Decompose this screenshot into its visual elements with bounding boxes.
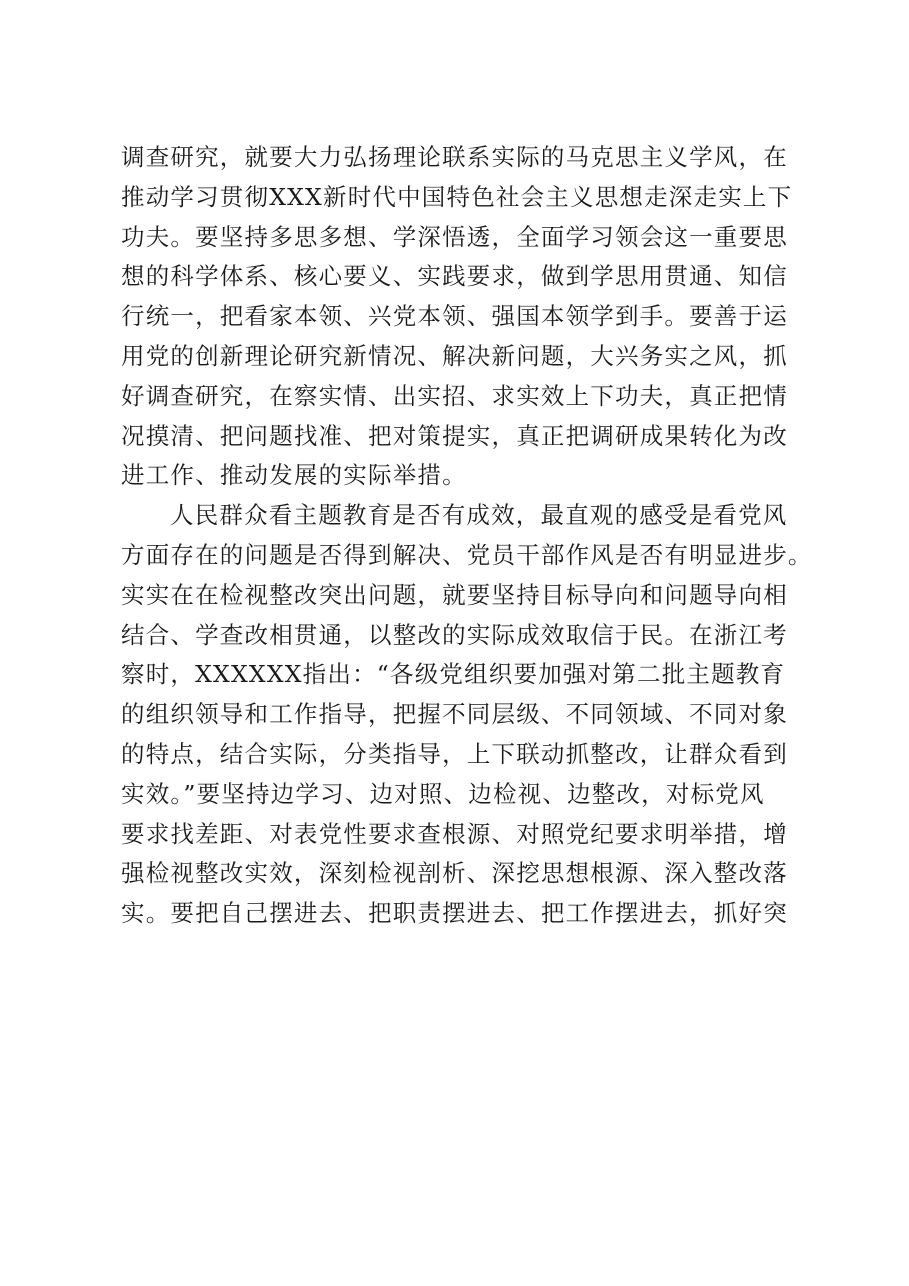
paragraph-2-line-7: 的特点，结合实际，分类指导，上下联动抓整改，让群众看到 [121,739,788,768]
paragraph-1-line-8: 况摸清、把问题找准、把对策提实，真正把调研成果转化为改 [121,421,788,450]
paragraph-1-line-2: 推动学习贯彻XXX新时代中国特色社会主义思想走深走实上下 [121,182,793,211]
paragraph-2-line-5: 察时，XXXXXX指出：“各级党组织要加强对第二批主题教育 [121,660,786,689]
paragraph-2-line-1: 人民群众看主题教育是否有成效，最直观的感受是看党风 [170,501,788,530]
paragraph-1-line-5: 行统一，把看家本领、兴党本领、强国本领学到手。要善于运 [121,302,788,331]
paragraph-2-line-2: 方面存在的问题是否得到解决、党员干部作风是否有明显进步。 [121,540,813,569]
paragraph-1-line-3: 功夫。要坚持多思多想、学深悟透，全面学习领会这一重要思 [121,222,788,251]
paragraph-2-line-10: 强检视整改实效，深刻检视剖析、深挖思想根源、深入整改落 [121,859,788,888]
document-body [121,138,813,934]
paragraph-2-line-6: 的组织领导和工作指导，把握不同层级、不同领域、不同对象 [121,700,788,729]
paragraph-1-line-9: 进工作、推动发展的实际举措。 [121,461,467,490]
paragraph-1-line-7: 好调查研究，在察实情、出实招、求实效上下功夫，真正把情 [121,381,788,410]
paragraph-2-line-8: 实效。”要坚持边学习、边对照、边检视、边整改，对标党风 [121,779,765,808]
paragraph-1-line-1: 调查研究，就要大力弘扬理论联系实际的马克思主义学风，在 [121,143,788,171]
paragraph-2-line-9: 要求找差距、对表党性要求查根源、对照党纪要求明举措，增 [121,819,788,848]
paragraph-1-line-6: 用党的创新理论研究新情况、解决新问题，大兴务实之风，抓 [121,341,788,370]
paragraph-1-line-4: 想的科学体系、核心要义、实践要求，做到学思用贯通、知信 [121,262,788,291]
paragraph-2-line-11: 实。要把自己摆进去、把职责摆进去、把工作摆进去，抓好突 [121,899,788,928]
paragraph-2-line-4: 结合、学查改相贯通，以整改的实际成效取信于民。在浙江考 [121,620,788,649]
paragraph-2-line-3: 实实在在检视整改突出问题，就要坚持目标导向和问题导向相 [121,580,788,609]
